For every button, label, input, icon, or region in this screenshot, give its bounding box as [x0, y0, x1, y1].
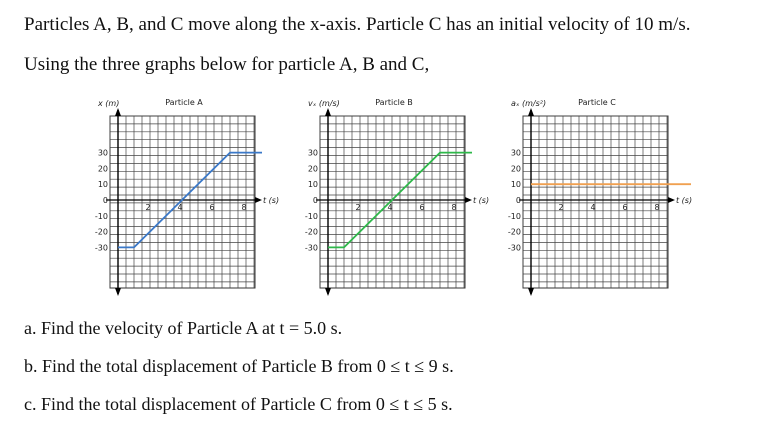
chart-title: Particle A [165, 98, 203, 107]
y-axis-arrow-down [528, 288, 534, 296]
y-axis-label: x (m) [98, 99, 120, 108]
x-tick-label: 4 [387, 203, 393, 212]
x-tick-label: 6 [622, 203, 628, 212]
y-axis-arrow-up [115, 108, 121, 116]
grid-frame [523, 116, 668, 288]
x-axis-label: t (s) [473, 196, 490, 205]
x-axis-label: t (s) [263, 196, 280, 205]
question-a: a. Find the velocity of Particle A at t = 5.0 s. [24, 318, 343, 338]
y-tick-label: 20 [97, 164, 108, 174]
y-tick-label: -10 [507, 211, 521, 221]
y-tick-label: 20 [307, 164, 318, 174]
y-axis-arrow-down [325, 288, 331, 296]
question-b: b. Find the total displacement of Particle B from 0 ≤ t ≤ 9 s. [24, 356, 454, 376]
y-tick-label: 30 [97, 148, 108, 158]
y-tick-label: 0 [102, 196, 108, 205]
graph-particle-c [497, 92, 693, 292]
x-tick-label: 8 [654, 203, 660, 212]
y-tick-label: -10 [94, 211, 108, 221]
x-tick-label: 2 [558, 203, 564, 212]
x-axis-arrow [465, 197, 472, 203]
y-axis-arrow-up [528, 108, 534, 116]
x-tick-label: 2 [355, 203, 361, 212]
y-tick-label: 10 [97, 180, 108, 190]
x-tick-label: 2 [145, 203, 151, 212]
y-tick-label: -20 [304, 227, 318, 237]
intro-line-2: Using the three graphs below for particle A, B and C, [24, 54, 430, 75]
graph-particle-b [294, 92, 490, 292]
y-axis-label: aₓ (m/s²) [511, 99, 547, 108]
y-tick-label: 30 [510, 148, 521, 158]
y-axis-arrow-up [325, 108, 331, 116]
y-tick-label: 30 [307, 148, 318, 158]
grid-frame [110, 116, 255, 288]
grid-frame [320, 116, 465, 288]
graph-particle-a [84, 92, 280, 292]
y-tick-label: 20 [510, 164, 521, 174]
x-tick-label: 4 [177, 203, 183, 212]
x-tick-label: 8 [451, 203, 457, 212]
y-tick-label: -30 [507, 243, 521, 253]
x-tick-label: 6 [209, 203, 215, 212]
question-c: c. Find the total displacement of Particle C from 0 ≤ t ≤ 5 s. [24, 394, 453, 414]
chart-title: Particle B [375, 98, 413, 107]
y-tick-label: -20 [94, 227, 108, 237]
y-tick-label: -30 [304, 243, 318, 253]
y-tick-label: -20 [507, 227, 521, 237]
y-tick-label: 10 [510, 180, 521, 190]
y-tick-label: 10 [307, 180, 318, 190]
x-axis-arrow [255, 197, 262, 203]
x-tick-label: 8 [241, 203, 247, 212]
x-axis-arrow [668, 197, 675, 203]
y-axis-label: vₓ (m/s) [308, 99, 340, 108]
y-axis-arrow-down [115, 288, 121, 296]
y-tick-label: -30 [94, 243, 108, 253]
intro-line-1: Particles A, B, and C move along the x-axis. Particle C has an initial velocity of 10 m/s. [24, 14, 691, 35]
x-axis-label: t (s) [676, 196, 693, 205]
x-tick-label: 6 [419, 203, 425, 212]
y-tick-label: 0 [312, 196, 318, 205]
y-tick-label: 0 [515, 196, 521, 205]
x-tick-label: 4 [590, 203, 596, 212]
chart-title: Particle C [578, 98, 616, 107]
y-tick-label: -10 [304, 211, 318, 221]
